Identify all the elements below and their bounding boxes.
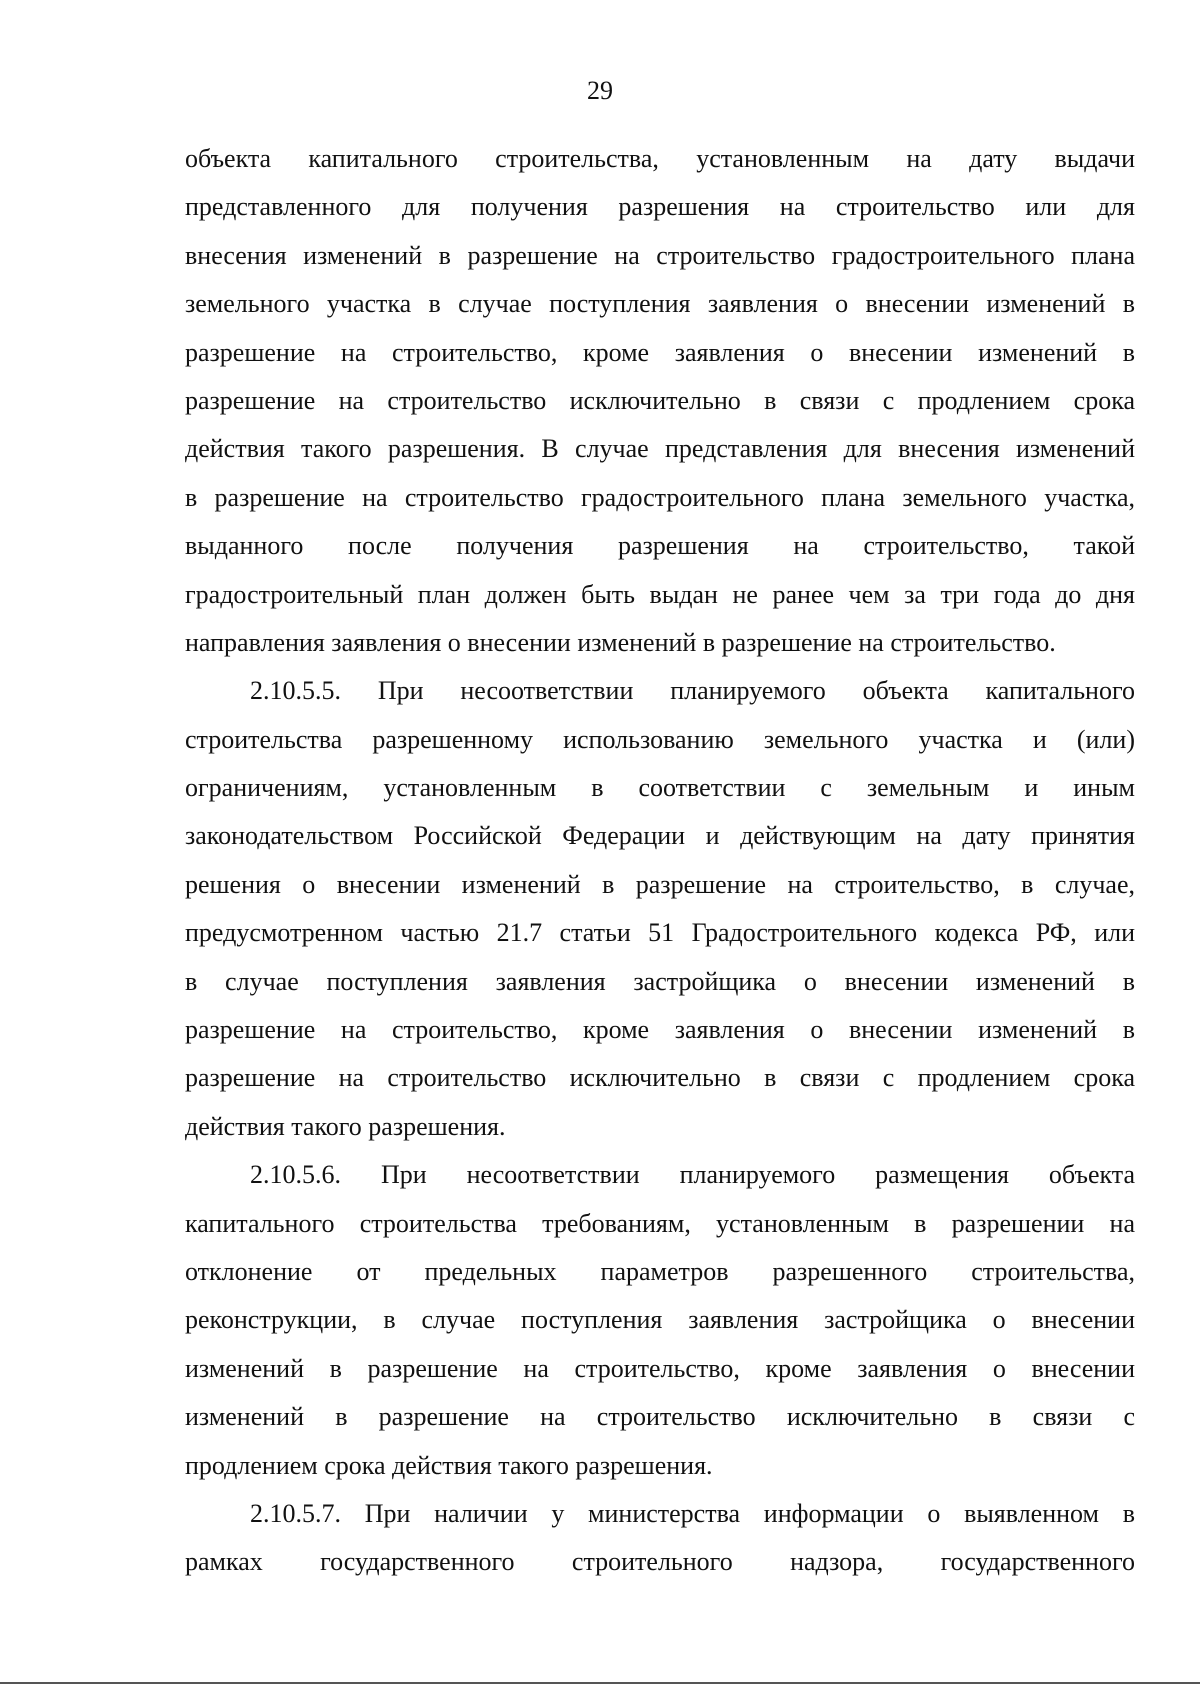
text-line: разрешение на строительство исключительно в связи с продлением срока <box>185 1063 1135 1093</box>
text-line: направления заявления о внесении изменений в разрешение на строительство. <box>185 627 1056 657</box>
text-line: разрешение на строительство исключительно в связи с продлением срока <box>185 385 1135 415</box>
text-line: градостроительный план должен быть выдан не ранее чем за три года до дня <box>185 579 1135 609</box>
text-line: законодательством Российской Федерации и действующим на дату принятия <box>185 821 1135 851</box>
text-line: представленного для получения разрешения на строительство или для <box>185 192 1135 222</box>
text-line: рамках государственного строительного надзора, государственного <box>185 1547 1135 1577</box>
text-line: внесения изменений в разрешение на строительство градостроительного плана <box>185 240 1135 270</box>
document-body <box>185 135 1135 1587</box>
page-number: 29 <box>587 76 613 105</box>
page-bottom-rule <box>0 1682 1200 1684</box>
paragraph-p-continued <box>185 135 1135 667</box>
text-line: 2.10.5.5. При несоответствии планируемого объекта капитального <box>250 676 1135 706</box>
text-line: в случае поступления заявления застройщика о внесении изменений в <box>185 966 1135 996</box>
text-line: объекта капитального строительства, установленным на дату выдачи <box>185 144 1135 173</box>
text-line: земельного участка в случае поступления заявления о внесении изменений в <box>185 289 1135 319</box>
text-line: в разрешение на строительство градостроительного плана земельного участка, <box>185 482 1135 512</box>
text-line: изменений в разрешение на строительство, кроме заявления о внесении <box>185 1353 1135 1383</box>
text-line: выданного после получения разрешения на строительство, такой <box>185 531 1135 561</box>
text-line: отклонение от предельных параметров разрешенного строительства, <box>185 1256 1135 1286</box>
text-line: капитального строительства требованиям, установленным в разрешении на <box>185 1208 1135 1238</box>
text-line: ограничениям, установленным в соответствии с земельным и иным <box>185 773 1135 803</box>
text-line: строительства разрешенному использованию земельного участка и (или) <box>185 724 1135 754</box>
text-line: решения о внесении изменений в разрешение на строительство, в случае, <box>185 869 1135 899</box>
text-line: изменений в разрешение на строительство исключительно в связи с <box>185 1402 1135 1432</box>
paragraph-p-2-10-5-5 <box>185 667 1135 1151</box>
text-line: разрешение на строительство, кроме заявления о внесении изменений в <box>185 1015 1135 1045</box>
text-line: действия такого разрешения. В случае представления для внесения изменений <box>185 434 1135 464</box>
text-line: действия такого разрешения. <box>185 1111 506 1141</box>
paragraph-p-2-10-5-6 <box>185 1151 1135 1490</box>
paragraph-p-2-10-5-7 <box>185 1490 1135 1587</box>
text-line: реконструкции, в случае поступления заявления застройщика о внесении <box>185 1305 1135 1335</box>
text-line: 2.10.5.6. При несоответствии планируемого размещения объекта <box>250 1160 1135 1190</box>
text-line: продлением срока действия такого разрешения. <box>185 1450 713 1480</box>
text-line: разрешение на строительство, кроме заявления о внесении изменений в <box>185 337 1135 367</box>
text-line: предусмотренном частью 21.7 статьи 51 Градостроительного кодекса РФ, или <box>185 918 1135 948</box>
text-line: 2.10.5.7. При наличии у министерства информации о выявленном в <box>250 1498 1135 1528</box>
